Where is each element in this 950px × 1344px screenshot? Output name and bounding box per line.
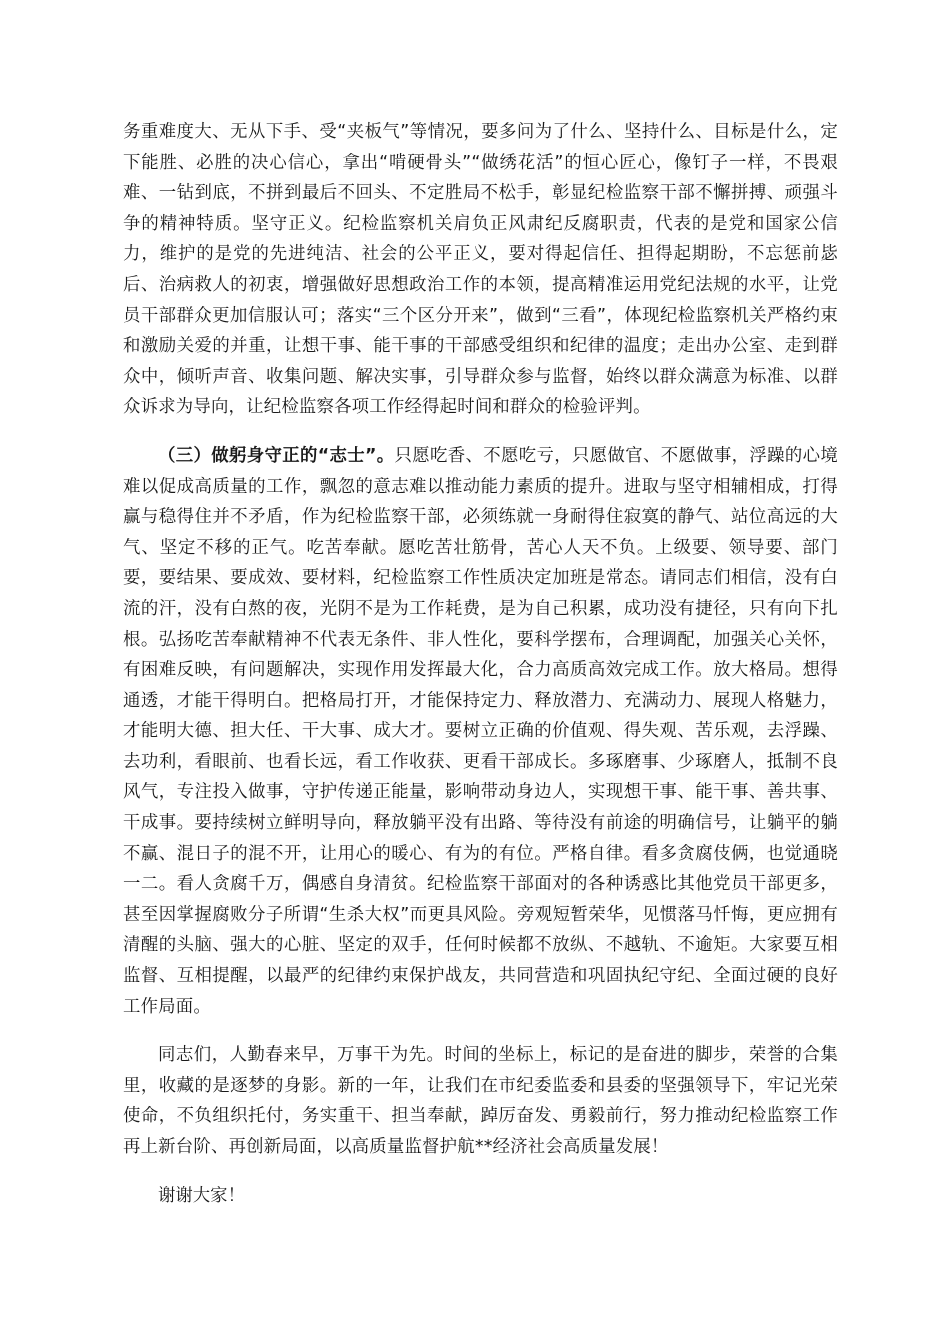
document-page [123,117,838,1211]
closing-thanks: 谢谢大家！ [158,1185,245,1206]
paragraph-continuation: 务重难度大、无从下手、受“夹板气”等情况，要多问为了什么、坚持什么、目标是什么，定下能胜、必胜的决心信心，拿出“啃硬骨头”“做绣花活”的恒心匠心，像钉子一样，不畏艰难、一钻到底，不拼到最后不回头、不定胜局不松手，彰显纪检监察干部不懈拼搏、顽强斗争的精神特质。坚守正义。纪检监察机关肩负正风肃纪反腐职责，代表的是党和国家公信力，维护的是党的先进纯洁、社会的公平正义，要对得起信任、担得起期盼，不忘惩前毖后、治病救人的初衷，增强做好思想政治工作的本领，提高精准运用党纪法规的水平，让党员干部群众更加信服认可；落实“三个区分开来”，做到“三看”，体现纪检监察机关严格约束和激励关爱的并重，让想干事、能干事的干部感受组织和纪律的温度；走出办公室、走到群众中，倾听声音、收集问题、解决实事，引导群众参与监督，始终以群众满意为标准、以群众诉求为导向，让纪检监察各项工作经得起时间和群众的检验评判。 [123,122,838,418]
section-heading: （三）做躬身守正的“志士”。 [158,445,395,466]
section-body: 只愿吃香、不愿吃亏，只愿做官、不愿做事，浮躁的心境难以促成高质量的工作，飘忽的意志难以推动能力素质的提升。进取与坚守相辅相成，打得赢与稳得住并不矛盾，作为纪检监察干部，必须练就一身耐得住寂寞的静气、站位高远的大气、坚定不移的正气。吃苦奉献。愿吃苦壮筋骨，苦心人天不负。上级要、领导要、部门要，要结果、要成效、要材料，纪检监察工作性质决定加班是常态。请同志们相信，没有白流的汗，没有白熬的夜，光阴不是为工作耗费，是为自己积累，成功没有捷径，只有向下扎根。弘扬吃苦奉献精神不代表无条件、非人性化，要科学摆布，合理调配，加强关心关怀，有困难反映，有问题解决，实现作用发挥最大化，合力高质高效完成工作。放大格局。想得通透，才能干得明白。把格局打开，才能保持定力、释放潜力、充满动力、展现人格魅力，才能明大德、担大任、干大事、成大才。要树立正确的价值观、得失观、苦乐观，去浮躁、去功利，看眼前、也看长远，看工作收获、更看干部成长。多琢磨事、少琢磨人，抵制不良风气，专注投入做事，守护传递正能量，影响带动身边人，实现想干事、能干事、善共事、干成事。要持续树立鲜明导向，释放躺平没有出路、等待没有前途的明确信号，让躺平的躺不赢、混日子的混不开，让用心的暖心、有为的有位。严格自律。看多贪腐伎俩，也觉通晓一二。看人贪腐千万，偶感自身清贫。纪检监察干部面对的各种诱惑比其他党员干部更多，甚至因掌握腐败分子所谓“生杀大权”而更具风险。旁观短暂荣华，见惯落马忏悔，更应拥有清醒的头脑、强大的心脏、坚定的双手，任何时候都不放纵、不越轨、不逾矩。大家要互相监督、互相提醒，以最严的纪律约束保护战友，共同营造和巩固执纪守纪、全面过硬的良好工作局面。 [123,445,838,1017]
paragraph-section-three [123,441,838,1022]
paragraph-conclusion: 同志们，人勤春来早，万事干为先。时间的坐标上，标记的是奋进的脚步，荣誉的合集里，收藏的是逐梦的身影。新的一年，让我们在市纪委监委和县委的坚强领导下，牢记光荣使命，不负组织托付，务实重干、担当奉献，踔厉奋发、勇毅前行，努力推动纪检监察工作再上新台阶、再创新局面，以高质量监督护航**经济社会高质量发展！ [123,1045,838,1157]
